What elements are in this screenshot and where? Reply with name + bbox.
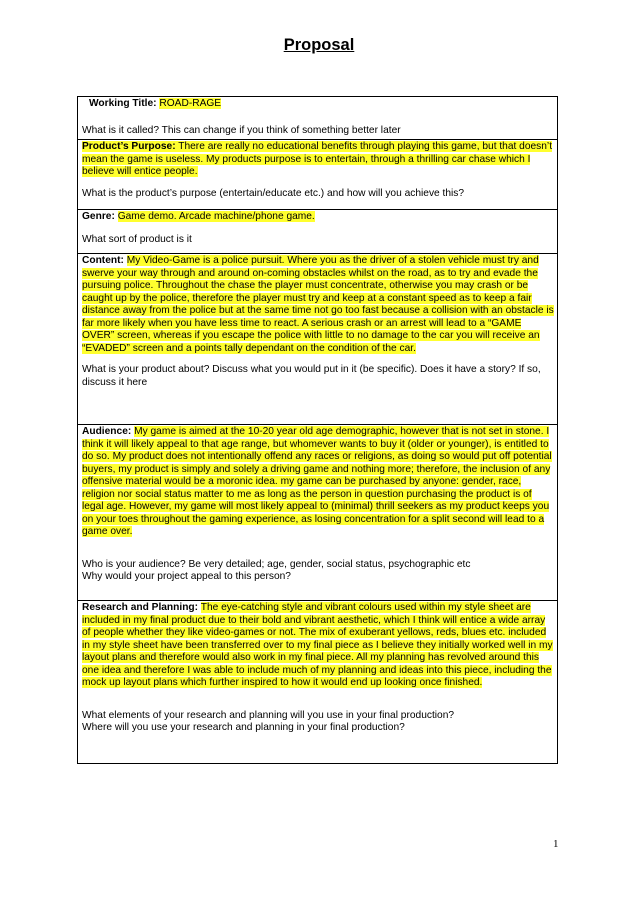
audience-label: Audience: bbox=[82, 426, 132, 437]
genre-section bbox=[78, 210, 557, 254]
page-title: Proposal bbox=[283, 36, 355, 54]
working-title-question: What is it called? This can change if you think of something better later bbox=[82, 124, 401, 136]
audience-section bbox=[78, 425, 557, 601]
content-question: What is your product about? Discuss what you would put in it (be specific). Does it have a story? If so, discuss it here bbox=[82, 364, 541, 388]
genre-line bbox=[82, 211, 554, 224]
audience-question-1: Who is your audience? Be very detailed; age, gender, social status, psychographic etc bbox=[82, 558, 471, 570]
audience-answer-block bbox=[82, 426, 554, 539]
working-title-answer: ROAD-RAGE bbox=[159, 98, 222, 109]
working-title-line bbox=[89, 98, 554, 111]
working-title-section bbox=[78, 97, 557, 140]
audience-question-2: Why would your project appeal to this person? bbox=[82, 571, 291, 582]
working-title-label: Working Title: bbox=[89, 98, 157, 109]
research-answer-block bbox=[82, 602, 554, 690]
content-section bbox=[78, 254, 557, 425]
purpose-answer-block bbox=[82, 141, 554, 179]
research-question-2: Where will you use your research and planning in your final production? bbox=[82, 722, 405, 733]
page-number: 1 bbox=[553, 838, 559, 850]
genre-question: What sort of product is it bbox=[82, 233, 192, 245]
purpose-label: Product’s Purpose: bbox=[82, 141, 176, 152]
proposal-table bbox=[77, 96, 558, 764]
purpose-section bbox=[78, 140, 557, 210]
genre-answer: Game demo. Arcade machine/phone game. bbox=[117, 211, 315, 222]
research-label: Research and Planning: bbox=[82, 602, 199, 613]
purpose-answer: There are really no educational benefits through playing this game, but that doesn’t mean the game is useless. My products purpose is to entertain, through a thrilling car chase which I believe will entice people. bbox=[82, 141, 553, 177]
research-section bbox=[78, 601, 557, 763]
research-question-1: What elements of your research and planning will you use in your final production? bbox=[82, 709, 455, 721]
purpose-question: What is the product’s purpose (entertain/educate etc.) and how will you achieve this? bbox=[82, 187, 465, 199]
genre-label: Genre: bbox=[82, 211, 115, 222]
audience-answer: My game is aimed at the 10-20 year old age demographic, however that is not set in stone. I think it will likely appeal to that age range, but whomever wants to buy it (older or younger), is entitled to do so. My product does not intentionally offend any races or religions, as doing so would put off potential buyers, my product is simply and solely a driving game and nothing more; therefore, the inclusion of any offensive material would be a moronic idea. my game can be purchased by anyone: gender, race, religion nor social status matter to me as long as the person in question purchasing the product is of legal age. However, my game will most likely appeal to (minimal) thrill seekers as my product keeps you on your toes throughout the gaming experience, as losing concentration for a split second will lead to a game over. bbox=[82, 426, 552, 537]
content-answer-block bbox=[82, 255, 554, 355]
content-label: Content: bbox=[82, 255, 124, 266]
research-answer: The eye-catching style and vibrant colours used within my style sheet are included in my final product due to their bold and vibrant aesthetic, which I think will entice a wide array of people whether they like video-games or not. The mix of exuberant yellows, reds, blues etc. included in my style sheet have been transferred over to my final piece as I believe they initially worked well in my layout plans and therefore would also work in my final piece. All my planning has revolved around this one idea and therefore I was able to include much of my planning and ideas into this piece, including the mock up layout plans which further inspired to how it would end up looking once finished. bbox=[82, 602, 553, 688]
content-answer: My Video-Game is a police pursuit. Where you as the driver of a stolen vehicle must try and swerve your way through and around on-coming obstacles whilst on the road, as to try and evade the pursuing police. Throughout the chase the player must concentrate, otherwise you may crash or be caught up by the police, therefore the player must try and keep at a constant speed as to keep a fair distance away from the police but at the same time not go too fast because a collision with an obstacle is far more likely when you have less time to react. A serious crash or an arrest will lead to a “GAME OVER” screen, whereas if you escape the police with little to no damage to the car you will receive an “EVADED” screen and a points tally dependant on the condition of the car. bbox=[82, 255, 554, 354]
